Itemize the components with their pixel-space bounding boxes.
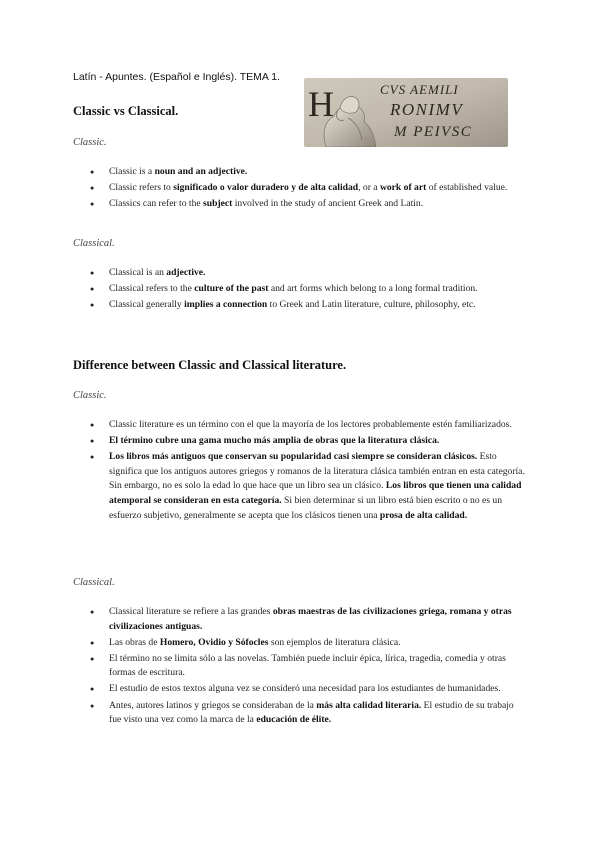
inscription-letter-h: H: [308, 84, 334, 124]
inscription-illustration: [304, 78, 508, 147]
document-header: Latín - Apuntes. (Español e Inglés). TEMA 1.: [73, 71, 281, 83]
subheading-classical: Classical.: [73, 238, 115, 249]
list-item: ● Las obras de Homero, Ovidio y Sófocles son ejemplos de literatura clásica.: [73, 636, 528, 651]
list-item: ● Classic is a noun and an adjective.: [73, 165, 528, 180]
subheading-classic: Classic.: [73, 137, 107, 148]
list-item: ● Classic refers to significado o valor duradero y de alta calidad, or a work of art of established value.: [73, 181, 528, 196]
list-item: ● Classics can refer to the subject involved in the study of ancient Greek and Latin.: [73, 197, 528, 212]
inscription-image: [304, 78, 508, 147]
list-item: ● Classical is an adjective.: [73, 266, 528, 281]
classic-literature-list: [73, 418, 528, 525]
subheading-classic-literature: Classic.: [73, 390, 107, 401]
classic-definition-list: [73, 165, 528, 213]
list-item: ● El estudio de estos textos alguna vez se consideró una necesidad para los estudiantes de humanidades.: [73, 682, 528, 697]
list-item: ● El término no se limita sólo a las novelas. También puede incluir épica, lírica, tragedia, comedia y otras formas de escritura.: [73, 652, 528, 681]
section-heading-classic-vs-classical: Classic vs Classical.: [73, 104, 179, 118]
list-item: ● Classical generally implies a connection to Greek and Latin literature, culture, philosophy, etc.: [73, 298, 528, 313]
list-item: ● Classic literature es un término con el que la mayoría de los lectores probablemente estén familiarizados.: [73, 418, 528, 433]
list-item: ● Classical literature se refiere a las grandes obras maestras de las civilizaciones griega, romana y otras civilizaciones antiguas.: [73, 605, 528, 634]
list-item: ● Antes, autores latinos y griegos se consideraban de la más alta calidad literaria. El estudio de su trabajo fue visto una vez como la marca de la educación de élite.: [73, 699, 528, 728]
inscription-line-1: CVS AEMILI: [380, 82, 459, 97]
list-item: ● Los libros más antiguos que conservan su popularidad casi siempre se consideran clásicos. Esto significa que los antiguos autores griegos y romanos de la literatura clásica también entran en esta categoría. Sin embargo, no es solo la edad lo que hace que un libro sea un clásico. Los libros que tienen una calidad atemporal se consideran en esta categoría. Si bien determinar si un libro está bien escrito o no es un esfuerzo subjetivo, generalmente se acepta que los clásicos tienen una prosa de alta calidad.: [73, 450, 528, 523]
inscription-line-2: RONIMV: [390, 100, 464, 119]
list-item: ● El término cubre una gama mucho más amplia de obras que la literatura clásica.: [73, 434, 528, 449]
inscription-line-3: M PEIVSC: [394, 124, 473, 140]
classical-definition-list: [73, 266, 528, 314]
section-heading-difference: Difference between Classic and Classical literature.: [73, 358, 347, 372]
subheading-classical-literature: Classical.: [73, 577, 115, 588]
list-item: ● Classical refers to the culture of the past and art forms which belong to a long formal tradition.: [73, 282, 528, 297]
classical-literature-list: [73, 605, 528, 729]
